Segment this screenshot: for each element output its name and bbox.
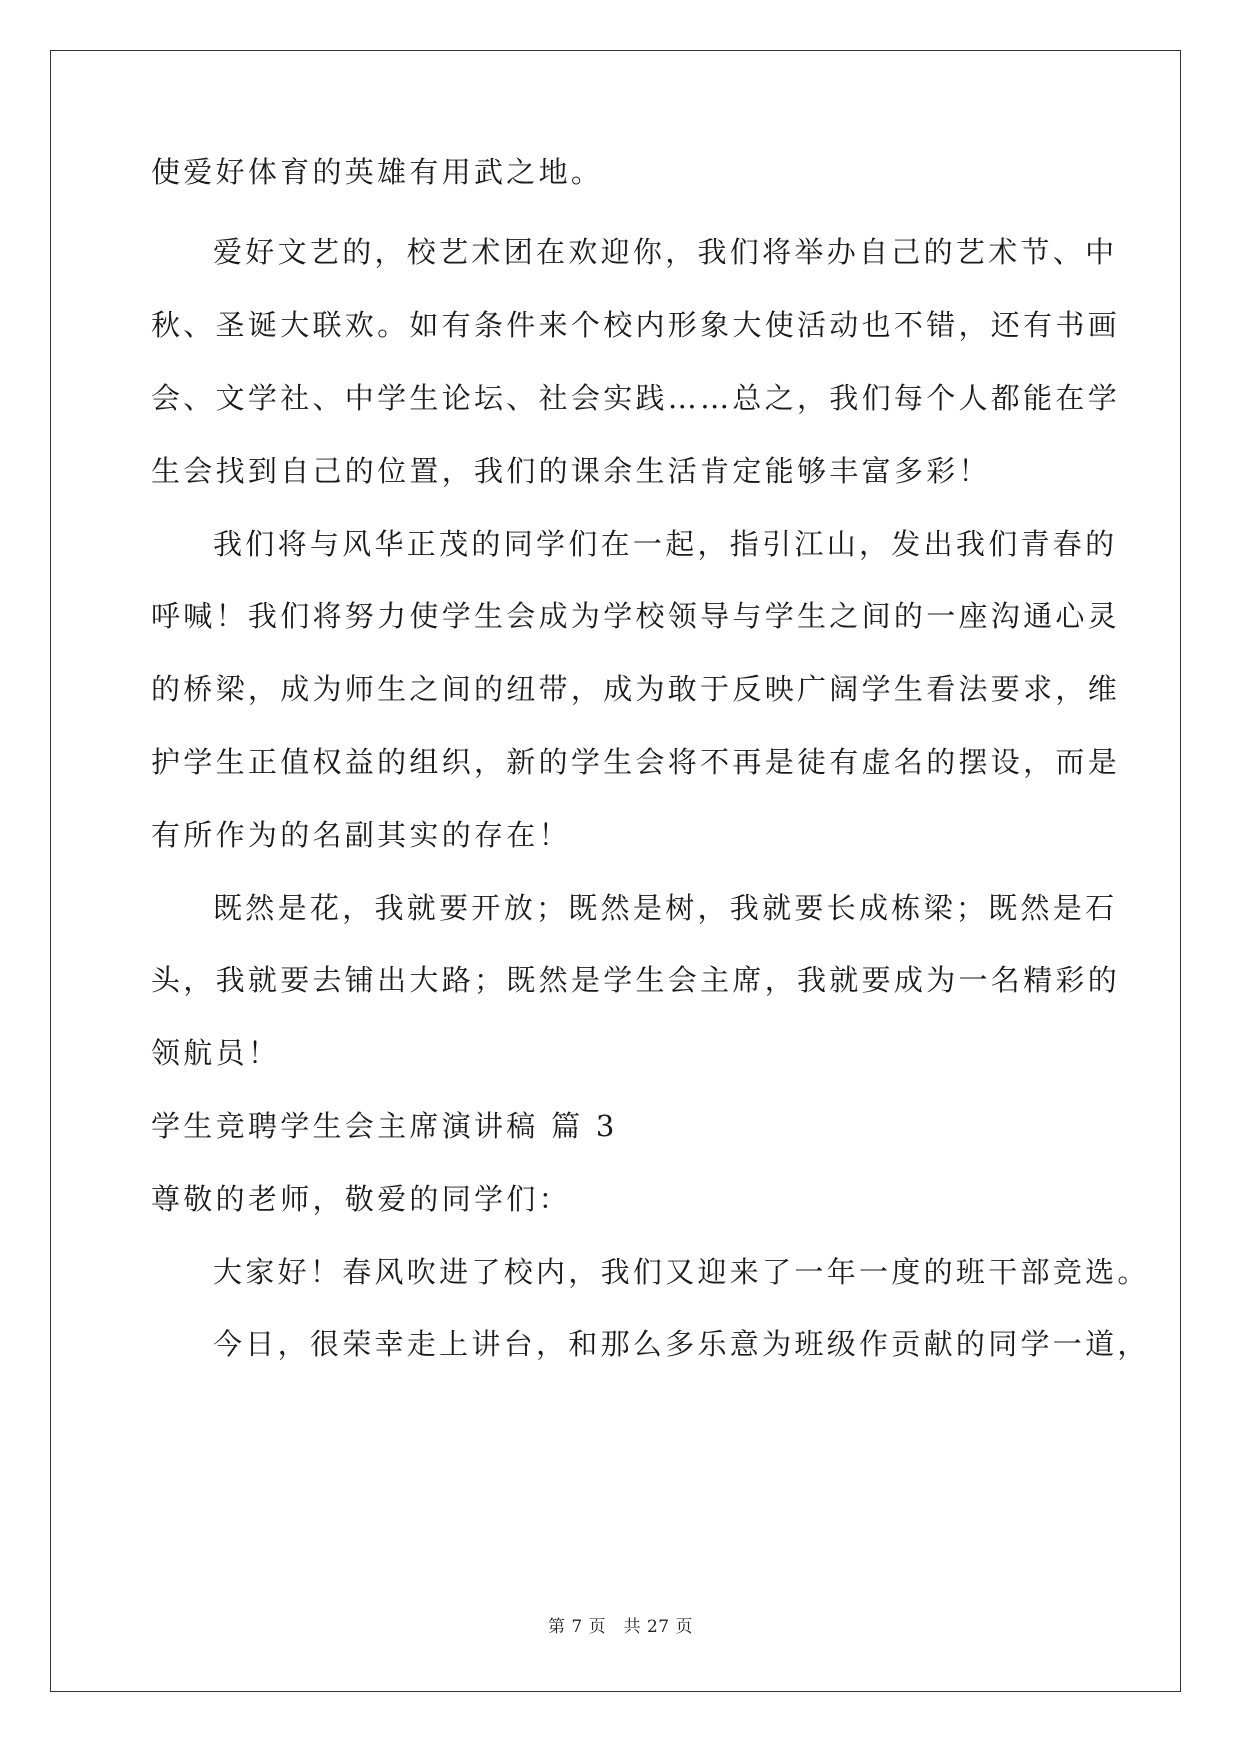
text-line: 领航员！ (151, 1036, 281, 1070)
page-number-footer: 第 7 页 共 27 页 (547, 1617, 694, 1637)
text-line: 的桥梁，成为师生之间的纽带，成为敢于反映广阔学生看法要求，维 (151, 672, 1121, 706)
text-line: 生会找到自己的位置，我们的课余生活肯定能够丰富多彩！ (151, 454, 991, 488)
text-line: 有所作为的名副其实的存在！ (151, 818, 571, 852)
section-heading: 学生竞聘学生会主席演讲稿 篇 3 (151, 1109, 618, 1143)
text-line: 会、文学社、中学生论坛、社会实践……总之，我们每个人都能在学 (151, 381, 1121, 415)
text-line: 头，我就要去铺出大路；既然是学生会主席，我就要成为一名精彩的 (151, 963, 1121, 997)
paragraph-start-line: 大家好！春风吹进了校内，我们又迎来了一年一度的班干部竞选。 (213, 1255, 1150, 1289)
text-line: 呼喊！我们将努力使学生会成为学校领导与学生之间的一座沟通心灵 (151, 599, 1121, 633)
paragraph-start-line: 我们将与风华正茂的同学们在一起，指引江山，发出我们青春的 (213, 527, 1118, 561)
page-frame (50, 50, 1181, 1692)
text-line: 护学生正值权益的组织，新的学生会将不再是徒有虚名的摆设，而是 (151, 745, 1121, 779)
paragraph-start-line: 既然是花，我就要开放；既然是树，我就要长成栋梁；既然是石 (213, 891, 1118, 925)
text-line: 使爱好体育的英雄有用武之地。 (151, 155, 604, 189)
paragraph-start-line: 今日，很荣幸走上讲台，和那么多乐意为班级作贡献的同学一道， (213, 1327, 1150, 1361)
text-line: 秋、圣诞大联欢。如有条件来个校内形象大使活动也不错，还有书画 (151, 308, 1121, 342)
salutation: 尊敬的老师，敬爱的同学们： (151, 1182, 571, 1216)
paragraph-start-line: 爱好文艺的，校艺术团在欢迎你，我们将举办自己的艺术节、中 (213, 235, 1118, 269)
